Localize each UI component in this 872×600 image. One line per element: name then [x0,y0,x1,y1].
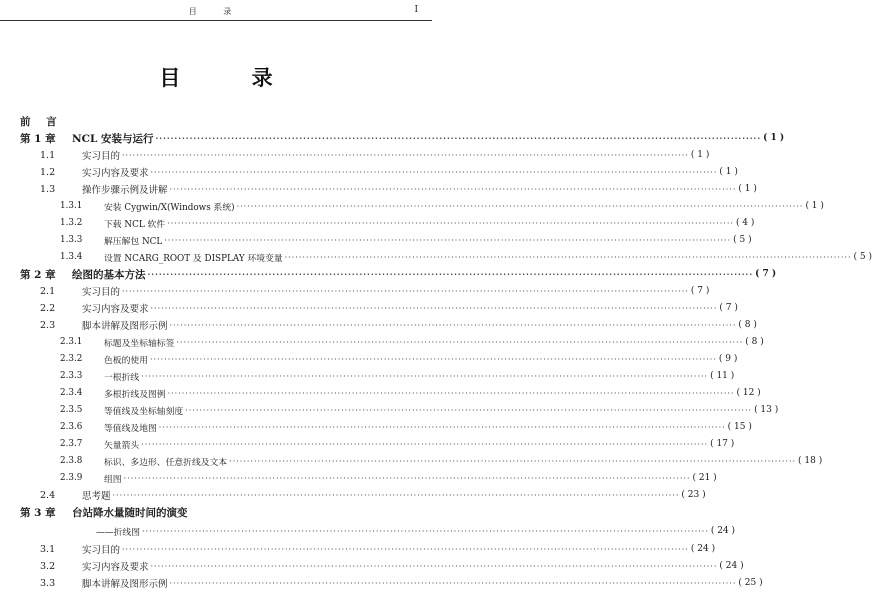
toc-leader-dots: ································································································································································ [164,235,732,245]
toc-page: ( 1 ) [719,167,738,177]
toc-chapter-3-subtitle[interactable] [0,522,736,540]
toc-number: 1.2 [40,166,56,178]
toc-page: ( 1 ) [690,150,710,160]
toc-subsection[interactable] [0,367,735,385]
toc-number: 2.3.7 [60,439,83,449]
toc-leader-dots: ································································································································································ [284,252,852,262]
toc-page: ( 7 ) [719,303,738,313]
toc-page: ( 1 ) [738,184,757,194]
toc-title: 解压解包 NCL [104,236,163,247]
toc-page: ( 11 ) [710,371,735,381]
toc-section[interactable] [0,146,710,164]
toc-page: ( 9 ) [718,354,738,364]
toc-page: ( 5 ) [853,252,872,262]
toc-page: ( 1 ) [763,133,785,143]
toc-title: 实习目的 [82,287,121,298]
toc-leader-dots: ································································································································································ [112,490,680,500]
toc-subsection[interactable] [0,333,764,351]
toc-page: ( 8 ) [745,337,764,347]
toc-title: 一根折线 [104,372,140,383]
toc-leader-dots: ································································································································································ [147,269,754,279]
toc-title: 思考题 [82,491,111,502]
toc-leader-dots: ································································································································································ [167,218,734,228]
toc-number: 1.3.2 [60,218,83,228]
toc-number: 1.3 [40,183,56,195]
toc-title: 实习目的 [82,545,121,556]
toc-number: 2.3.3 [60,371,83,381]
toc-section[interactable] [0,316,757,334]
toc-section[interactable] [0,299,738,317]
toc-page: ( 18 ) [798,456,823,466]
toc-leader-dots: ································································································································································ [142,526,709,536]
toc-title: ——折线图 [96,527,140,538]
toc-leader-dots: ································································································································································ [122,286,689,296]
toc-page: ( 7 ) [755,269,777,279]
toc-title: 矢量箭头 [104,440,140,451]
toc-title: 等值线及地图 [104,423,157,434]
toc-subsection[interactable] [0,452,823,470]
toc-leader-dots: ································································································································································ [122,544,689,554]
page-title: 目 录 [159,65,305,90]
toc-title: 色板的使用 [104,355,148,366]
toc-page: ( 13 ) [754,405,779,415]
toc-subsection[interactable] [0,435,735,453]
toc-section[interactable] [0,574,763,592]
toc-number: 2.3.4 [60,388,83,398]
toc-subsection[interactable] [0,384,761,402]
toc-page: ( 24 ) [690,544,716,554]
toc-leader-dots: ································································································································································ [169,578,737,588]
toc-title: 台站降水量随时间的演变 [72,506,188,519]
toc-section[interactable] [0,163,738,181]
toc-number: 2.3.9 [60,473,83,483]
toc-section[interactable] [0,486,706,504]
toc-number: 3.3 [40,577,56,589]
toc-subsection[interactable] [0,401,779,419]
toc-subsection[interactable] [0,469,717,487]
toc-number: 2.1 [40,285,56,297]
toc-title: 实习内容及要求 [82,304,149,315]
toc-number: 1.3.4 [60,252,83,262]
toc-page: ( 5 ) [733,235,752,245]
toc-leader-dots: ································································································································································ [122,150,689,160]
toc-title: 实习内容及要求 [82,168,149,179]
toc-section[interactable] [0,180,757,198]
toc-subsection[interactable] [0,248,872,266]
toc-subsection[interactable] [0,231,752,249]
toc-title: 实习目的 [82,151,121,162]
toc-page: ( 8 ) [738,320,757,330]
toc-leader-dots: ································································································································································ [150,561,718,571]
toc-subsection[interactable] [0,197,824,215]
toc-leader-dots: ································································································································································ [150,354,717,364]
toc-number: 第 2 章 [20,268,56,281]
toc-section[interactable] [0,540,716,558]
toc-page: ( 1 ) [805,201,824,211]
toc-leader-dots: ································································································································································ [150,167,718,177]
toc-leader-dots: ································································································································································ [141,439,709,449]
toc-title: 脚本讲解及图形示例 [82,579,168,590]
toc-page: ( 12 ) [736,388,761,398]
toc-title: NCL 安装与运行 [72,132,154,145]
toc-title: 标题及坐标轴标签 [104,338,175,349]
toc-number: 第 3 章 [20,506,56,519]
toc-front-label: 前 言 [20,115,63,128]
toc-page: ( 4 ) [735,218,755,228]
toc-leader-dots: ································································································································································ [176,337,744,347]
toc-number: 2.3.1 [60,337,83,347]
toc-number: 第 1 章 [20,132,56,145]
toc-leader-dots: ································································································································································ [236,201,804,211]
toc-subsection[interactable] [0,214,755,232]
toc-leader-dots: ································································································································································ [185,405,753,415]
toc-page: ( 21 ) [692,473,717,483]
toc-number: 1.3.1 [60,201,83,211]
toc-title: 标识、多边形、任意折线及文本 [104,457,228,468]
toc-number: 2.3.6 [60,422,83,432]
toc-page: ( 17 ) [710,439,735,449]
toc-leader-dots: ································································································································································ [158,422,726,432]
toc-chapter-3[interactable] [0,503,432,521]
toc-leader-dots: ································································································································································ [150,303,718,313]
toc-number: 2.3.8 [60,456,83,466]
running-head-page-number: Ⅰ [414,5,418,15]
toc-leader-dots: ································································································································································ [169,320,737,330]
toc-leader-dots: ································································································································································ [155,133,762,143]
toc-subsection[interactable] [0,418,752,436]
toc-leader-dots: ································································································································································ [229,456,797,466]
toc-subsection[interactable] [0,350,738,368]
toc-leader-dots: ································································································································································ [141,371,709,381]
toc-title: 等值线及坐标轴刻度 [104,406,184,417]
toc-number: 3.1 [40,543,56,555]
toc-number: 1.1 [40,149,56,161]
toc-number: 2.3.2 [60,354,83,364]
toc-leader-dots: ································································································································································ [169,184,737,194]
toc-title: 实习内容及要求 [82,562,149,573]
running-head [0,0,432,21]
toc-number: 2.2 [40,302,56,314]
toc-title: 设置 NCARG_ROOT 及 DISPLAY 环境变量 [104,253,283,264]
toc-number: 2.4 [40,489,56,501]
toc-page: ( 24 ) [710,526,736,536]
toc-number: 1.3.3 [60,235,83,245]
toc-number: 2.3 [40,319,56,331]
toc-title: 绘图的基本方法 [72,268,146,281]
toc-title: 安装 Cygwin/X(Windows 系统) [104,202,235,213]
toc-leader-dots: ································································································································································ [167,388,735,398]
toc-chapter-1[interactable] [0,129,785,147]
toc-page: ( 15 ) [727,422,752,432]
toc-section[interactable] [0,557,744,575]
toc-leader-dots: ································································································································································ [123,473,691,483]
toc-title: 多根折线及图例 [104,389,166,400]
toc-page: ( 23 ) [681,490,706,500]
toc-page: ( 24 ) [719,561,744,571]
toc-number: 2.3.5 [60,405,83,415]
toc-front-matter[interactable] [0,112,432,130]
toc-title: 组图 [104,474,122,485]
toc-number: 3.2 [40,560,56,572]
toc-page: ( 25 ) [738,578,763,588]
toc-title: 操作步骤示例及讲解 [82,185,168,196]
toc-title: 下载 NCL 软件 [104,219,166,230]
toc-page: ( 7 ) [690,286,710,296]
running-head-title: 目 录 [188,7,244,16]
toc-section[interactable] [0,282,710,300]
toc-chapter-2[interactable] [0,265,777,283]
toc-title: 脚本讲解及图形示例 [82,321,168,332]
